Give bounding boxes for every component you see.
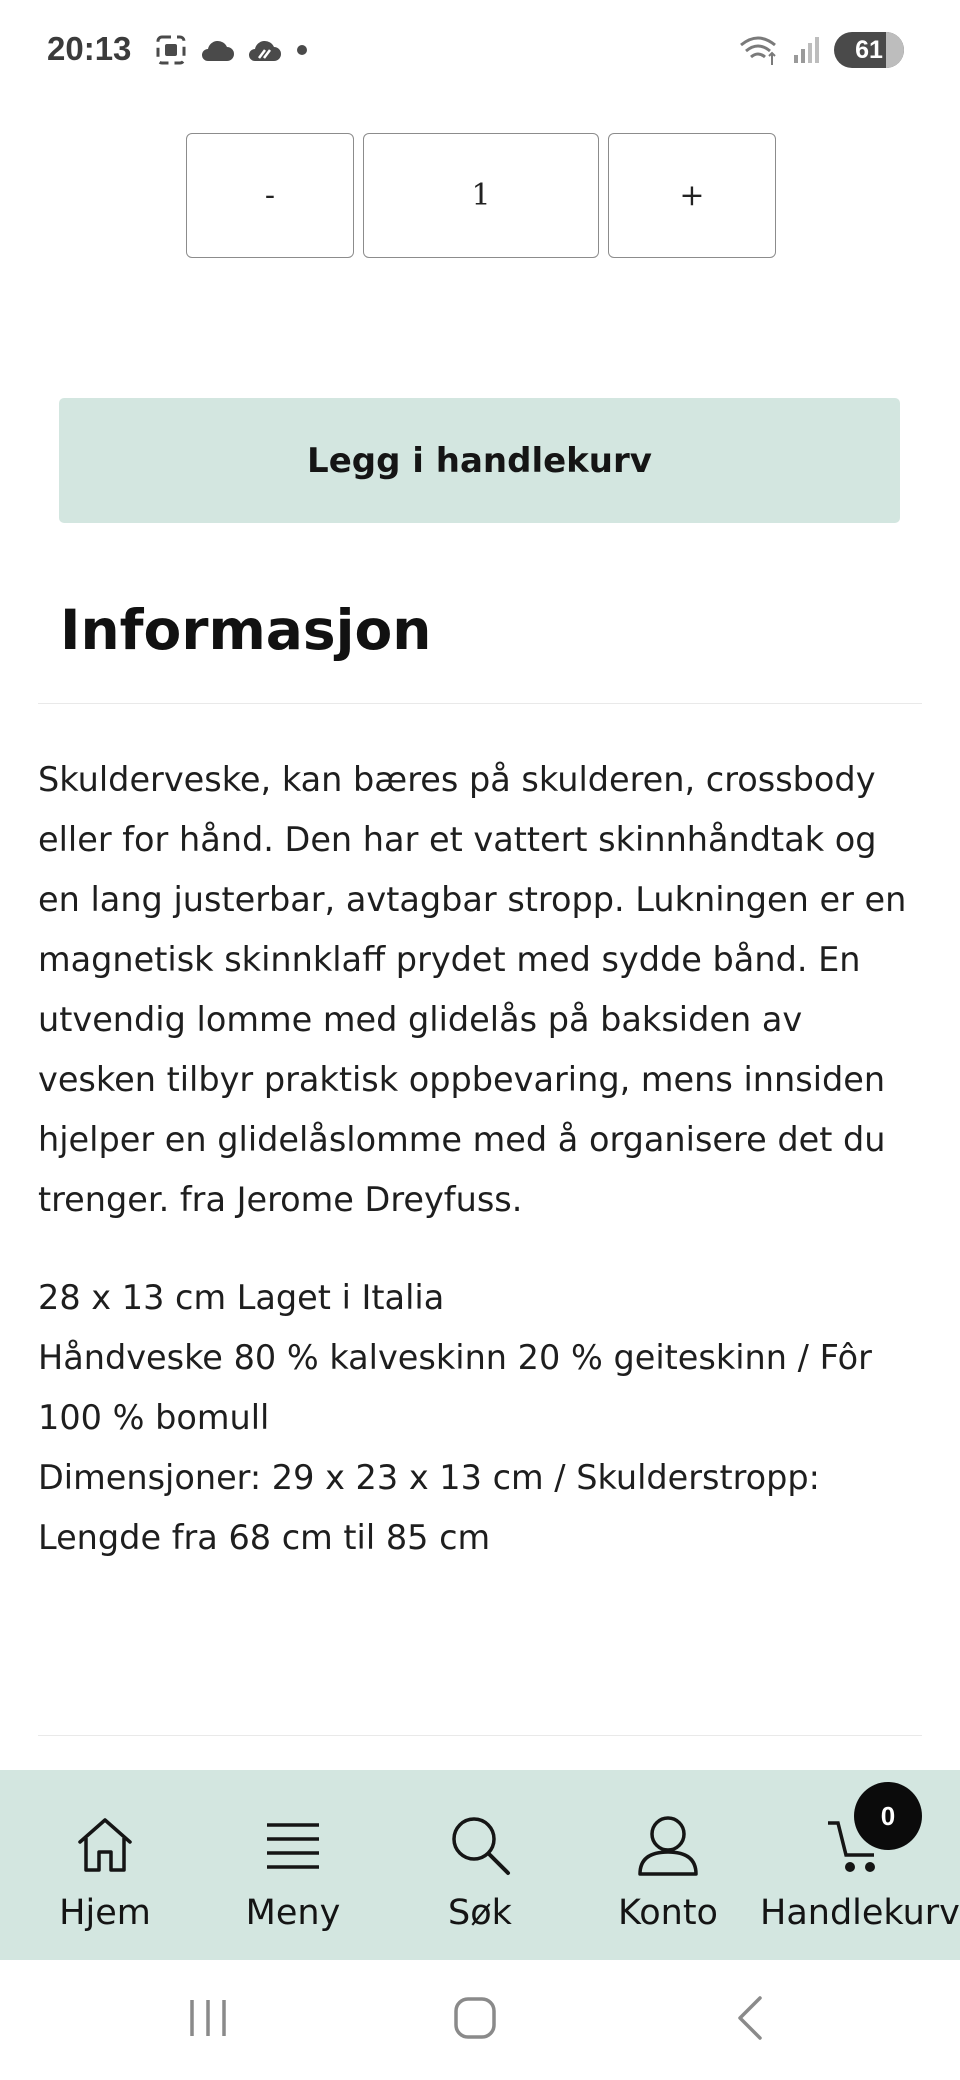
nav-label-home: Hjem [59, 1893, 151, 1933]
nav-label-menu: Meny [245, 1893, 341, 1933]
status-time: 20:13 [47, 30, 132, 67]
product-description [38, 750, 928, 1230]
home-icon [74, 1814, 136, 1876]
nav-label-cart: Handlekurv [760, 1893, 960, 1933]
wifi-icon [738, 33, 780, 67]
nav-label-search: Søk [448, 1893, 512, 1933]
signal-icon [792, 35, 822, 65]
nav-item-account[interactable] [574, 1770, 762, 1960]
spec-line: Håndveske 80 % kalveskinn 20 % geiteskinn / Fôr 100 % bomull [38, 1338, 872, 1437]
back-icon[interactable] [730, 1994, 770, 2042]
quantity-input[interactable]: 1 [363, 133, 599, 258]
status-bar [0, 0, 960, 105]
status-right-icons [738, 32, 904, 68]
quantity-decrease-button[interactable]: - [186, 133, 354, 258]
nav-item-cart[interactable] [760, 1770, 960, 1960]
info-heading: Informasjon [60, 598, 432, 662]
spec-line: Dimensjoner: 29 x 23 x 13 cm / Skulderstropp: Lengde fra 68 cm til 85 cm [38, 1458, 820, 1557]
divider [38, 703, 922, 704]
nav-label-account: Konto [618, 1893, 718, 1933]
description-text: Skulderveske, kan bæres på skulderen, crossbody eller for hånd. Den har et vattert skinnhåndtak og en lang justerbar, avtagbar stropp. Lukningen er en magnetisk skinnklaff prydet med sydde bånd. En utvendig lomme med glidelås på baksiden av vesken tilbyr praktisk oppbevaring, mens innsiden hjelper en glidelåslomme med å organisere det du trenger. fra Jerome Dreyfuss. [38, 760, 907, 1219]
quantity-increase-button[interactable]: + [608, 133, 776, 258]
cart-count-badge: 0 [854, 1782, 922, 1850]
product-specs [38, 1268, 928, 1568]
nav-item-menu[interactable] [199, 1770, 387, 1960]
divider [38, 1735, 922, 1736]
notification-dot-icon [295, 43, 309, 57]
quantity-stepper [186, 133, 776, 258]
account-icon [636, 1814, 700, 1876]
search-icon [448, 1813, 512, 1877]
cloud-icon [199, 37, 235, 63]
weather-icon [247, 37, 283, 63]
system-nav-bar [0, 1960, 960, 2080]
battery-level: 61 [855, 35, 883, 64]
status-left-icons [155, 34, 309, 66]
nav-item-search[interactable] [386, 1770, 574, 1960]
menu-icon [263, 1817, 323, 1873]
battery-indicator [834, 32, 904, 68]
recent-apps-icon[interactable] [186, 1996, 230, 2040]
spec-line: 28 x 13 cm Laget i Italia [38, 1278, 445, 1317]
screenshot-icon [155, 34, 187, 66]
bottom-nav [0, 1770, 960, 1960]
nav-item-home[interactable] [11, 1770, 199, 1960]
home-system-icon[interactable] [453, 1996, 497, 2040]
add-to-cart-button[interactable]: Legg i handlekurv [59, 398, 900, 523]
